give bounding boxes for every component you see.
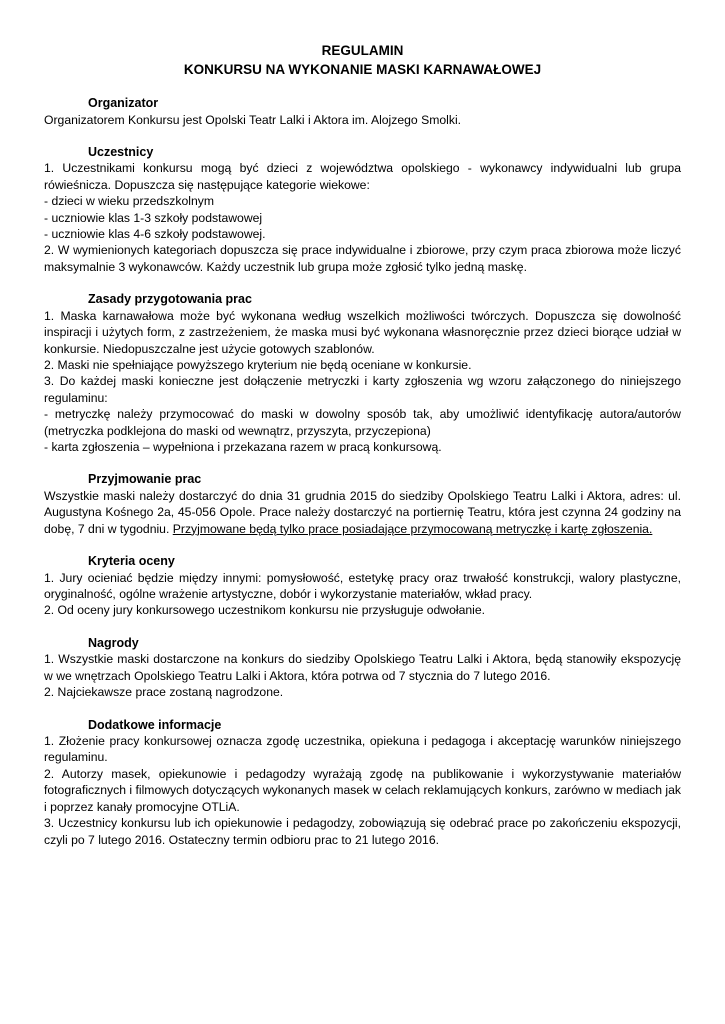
list-item: - metryczkę należy przymocować do maski w dowolny sposób tak, aby umożliwić identyfikację autora/autorów (metryczka podklejona do maski od wewnątrz, przyszyta, przyczepiona) [44,407,681,438]
section-heading: Przyjmowanie prac [88,472,202,487]
paragraph: 1. Maska karnawałowa może być wykonana według wszelkich możliwości twórczych. Dopuszcza się dowolność inspiracji i użytych form, z zastrzeżeniem, że maska musi być wykonana własnoręcznie przez dzieci biorące udział w konkursie. Niedopuszczalne jest użycie gotowych szablonów. [44,308,681,356]
paragraph: 2. Maski nie spełniające powyższego kryterium nie będą oceniane w konkursie. [44,357,472,372]
list-item: - uczniowie klas 4-6 szkoły podstawowej. [44,227,266,242]
underlined-note: Przyjmowane będą tylko prace posiadające przymocowaną metryczkę i kartę zgłoszenia. [172,521,653,536]
paragraph: 3. Do każdej maski konieczne jest dołączenie metryczki i karty zgłoszenia wg wzoru załączonego do niniejszego regulaminu: [44,374,681,405]
section-dodatkowe [44,717,681,848]
section-heading: Uczestnicy [88,144,154,159]
list-item: - uczniowie klas 1-3 szkoły podstawowej [44,210,263,225]
section-heading: Zasady przygotowania prac [88,292,252,307]
paragraph: 2. Od oceny jury konkursowego uczestnikom konkursu nie przysługuje odwołanie. [44,603,486,618]
paragraph: Organizatorem Konkursu jest Opolski Teatr Lalki i Aktora im. Alojzego Smolki. [44,112,462,127]
paragraph: 2. W wymienionych kategoriach dopuszcza się prace indywidualne i zbiorowe, przy czym praca zbiorowa może liczyć maksymalnie 3 wykonawców. Każdy uczestnik lub grupa może zgłosić tylko jedną maskę. [44,243,681,274]
section-heading: Dodatkowe informacje [88,717,222,732]
document-subtitle: KONKURSU NA WYKONANIE MASKI KARNAWAŁOWEJ [183,62,542,77]
section-heading: Kryteria oceny [88,554,175,569]
document-page [44,41,681,864]
paragraph-text: Wszystkie maski należy dostarczyć do dnia 31 grudnia 2015 do siedziby Opolskiego Teatru Lalki i Aktora, adres: ul. Augustyna Kośnego 2a, 45-056 Opole. Prace należy dostarczyć na portiernię Teatru, która jest czynna 24 godziny na dobę, 7 dni w tygodniu. [44,488,681,536]
paragraph: 1. Jury ocieniać będzie między innymi: pomysłowość, estetykę pracy oraz trwałość konstrukcji, walory plastyczne, oryginalność, ogólne wrażenie artystyczne, dobór i wykorzystanie materiałów, wkład pracy. [44,570,681,602]
paragraph: 3. Uczestnicy konkursu lub ich opiekunowie i pedagodzy, zobowiązują się odebrać prace po zakończeniu ekspozycji, czyli po 7 lutego 2016. Ostateczny termin odbioru prac to 21 lutego 2016. [44,816,681,847]
paragraph: 1. Wszystkie maski dostarczone na konkurs do siedziby Opolskiego Teatru Lalki i Aktora, będą stanowiły ekspozycję w we wnętrzach Opolskiego Teatru Lalki i Aktora, która potrwa od 7 stycznia do 7 lutego 2016. [44,652,681,683]
paragraph: 2. Autorzy masek, opiekunowie i pedagodzy wyrażają zgodę na publikowanie i wykorzystywanie materiałów fotograficznych i filmowych dotyczących wykonanych masek w celach reklamujących konkurs, zarówno w mediach jak i poprzez kanały promocyjne OTLiA. [44,766,681,814]
paragraph: 1. Uczestnikami konkursu mogą być dzieci z województwa opolskiego - wykonawcy indywidualni lub grupa rówieśnicza. Dopuszcza się następujące kategorie wiekowe: [44,161,681,192]
section-nagrody [44,635,681,701]
paragraph [44,488,681,537]
section-heading: Organizator [88,96,159,110]
list-item: - dzieci w wieku przedszkolnym [44,194,215,209]
paragraph: 1. Złożenie pracy konkursowej oznacza zgodę uczestnika, opiekuna i pedagoga i akceptację warunków niniejszego regulaminu. [44,734,681,765]
document-title: REGULAMIN [321,43,404,58]
section-heading: Nagrody [88,635,139,650]
section-zasady [44,291,681,455]
section-uczestnicy [44,144,681,275]
paragraph: 2. Najciekawsze prace zostaną nagrodzone. [44,685,284,700]
section-kryteria [44,553,681,619]
list-item: - karta zgłoszenia – wypełniona i przekazana razem w pracą konkursową. [44,440,442,454]
section-organizator [44,95,681,128]
section-przyjmowanie [44,471,681,537]
